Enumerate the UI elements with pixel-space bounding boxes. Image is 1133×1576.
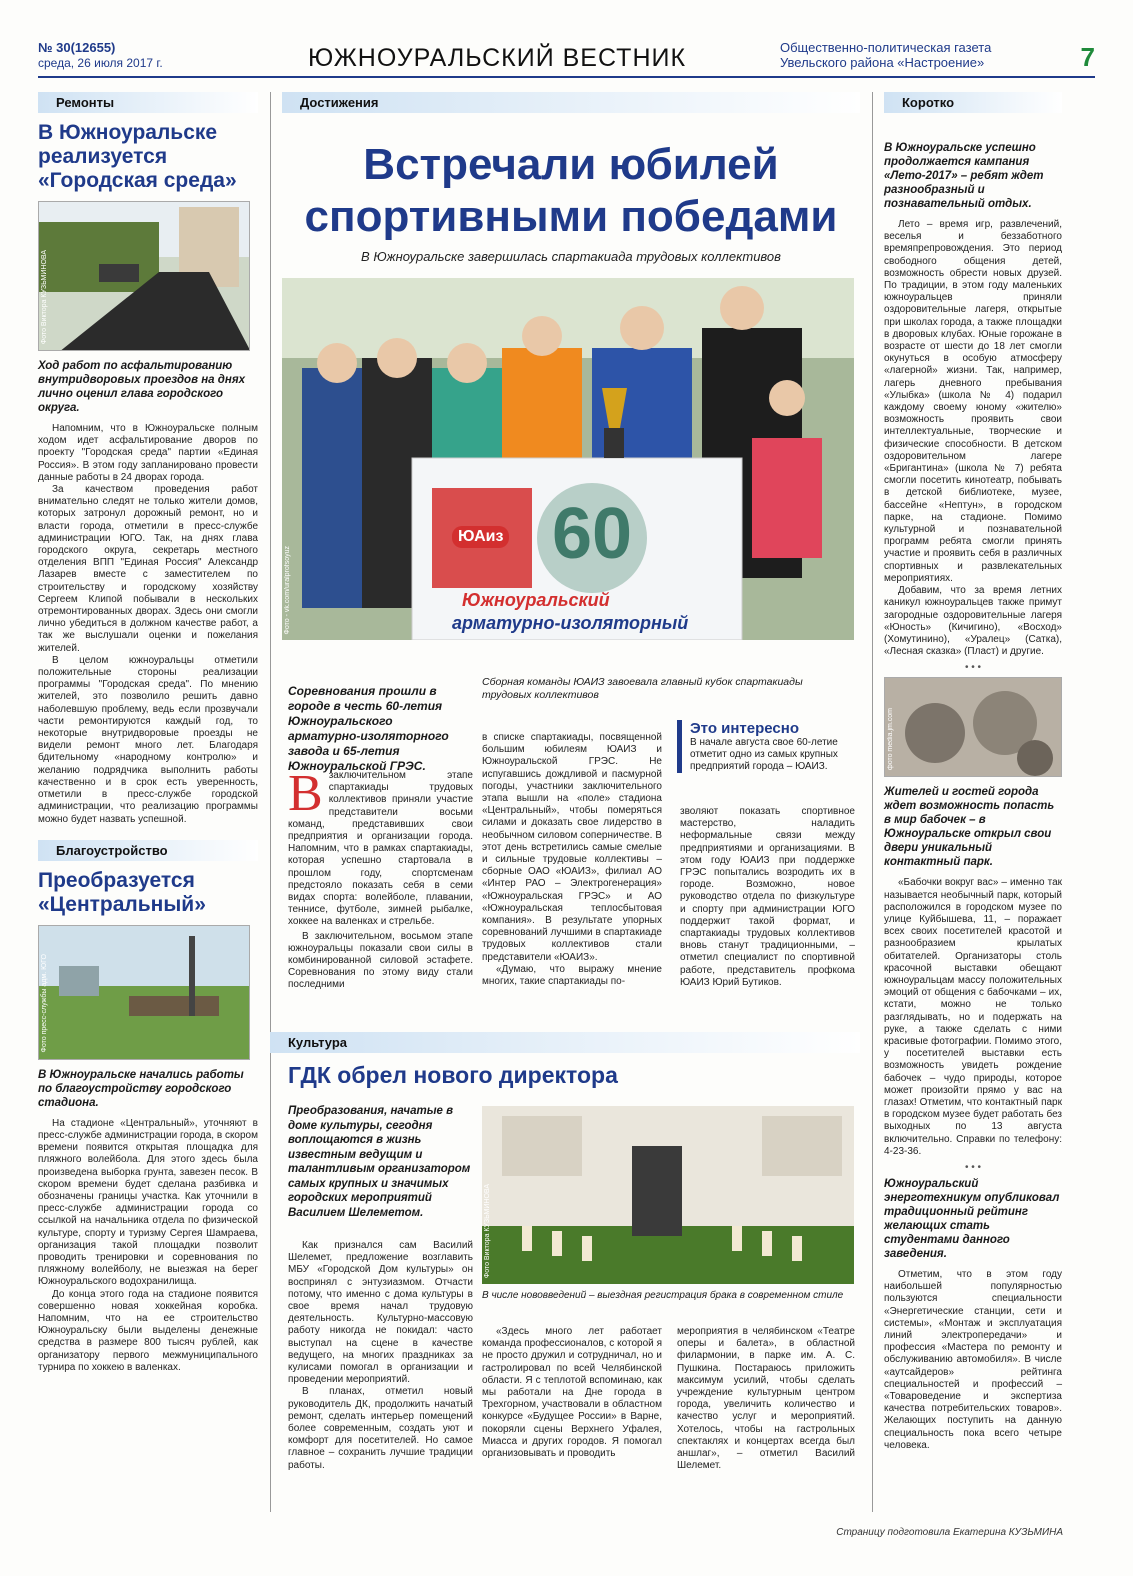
paragraph: В заключительном, восьмом этапе южноуральцы показали свои силы в комбинированной силовой эстафете. Соревнования по этому виду стали последними xyxy=(288,930,473,991)
photo-credit: фото media.jm.com xyxy=(887,708,894,771)
photo-caption: В Южноуральске начались работы по благоустройству городского стадиона. xyxy=(38,1068,244,1109)
column-divider xyxy=(270,92,271,1512)
article-body xyxy=(38,1118,258,1374)
hall-photo xyxy=(482,1106,854,1284)
paragraph: Лето – время игр, развлечений, веселья и беззаботного времяпрепровождения. Это период свободного общения детей, возможность обрести новых друзей. По традиции, в этом году маленьких южноуральцев приняли оздоровительные лагеря, открытые при школах города, а также площадки в дворовых клубах. Юные горожане в возрасте от шести до 18 лет смогли окунуться в особую атмосферу «лагерной» жизни. Так, например, лагерь дневного пребывания «Улыбка» (школа № 4) подарил каждому своему юному «жителю» возможность проявить свои интеллектуальные, творческие и физические способности. В детском оздоровительном лагере «Бригантина» (школа № 7) ребята смогли посетить кинотеатр, побывать в детской библиотеке, музее, бассейне «Нептун», в городском парке, на стадионе. Помимо культурной и познавательной программ ребята смогли принять участие и проявить себя в различных спортивных и развлекательных мероприятиях. xyxy=(884,219,1062,584)
right-column xyxy=(884,92,1062,1452)
paragraph: мероприятия в челябинском «Театре оперы и балета», в областной филармонии, в парке им. А. С. Пушкина. Постараюсь приложить максимум усилий, чтобы сделать учреждение культурным центром города, увеличить количество и качество услуг и мероприятий. Хотелось, чтобы на гастрольных спектаклях и концертах всегда был аншлаг», – отметил Василий Шелемет. xyxy=(677,1326,855,1472)
page-footer: Страницу подготовила Екатерина КУЗЬМИНА xyxy=(836,1527,1063,1538)
photo-credit: Фото пресс-службы адм. ЮГО xyxy=(41,954,48,1053)
photo-credit: Фото Виктора КУЗЬМИНОВА xyxy=(41,249,48,344)
asphalt-photo xyxy=(38,201,250,351)
brief-lead: В Южноуральске успешно продолжается кампания «Лето-2017» – ребят ждет разнообразный и познавательный отдых. xyxy=(884,142,1044,210)
paragraph: Напомним, что в Южноуральске полным ходом идет асфальтирование дворов по проекту "Городская среда" партии «Единая Россия». В этом году запланировано провести данные работы в 24 дворах города. xyxy=(38,423,258,483)
side-caption: Соревнования прошли в городе в честь 60-летия Южноуральского арматурно-изоляторного завода и 65-летия Южноуральской ГРЭС. xyxy=(288,684,449,773)
paragraph: На стадионе «Центральный», уточняют в пресс-службе администрации города, в скором времени появится открытая площадка для пляжного волейбола. Для этого здесь была произведена выборка грунта, завезен песок. В скором времени будет сделана разбивка и обозначены границы участка. Как уточнили в пресс-службе администрации города со ссылкой на начальника отдела по физической культуре, спорту и туризму Сергея Шамраева, организация такой площадки позволит проводить тренировки и соревнования по пляжному волейболу, не выезжая на берег Южноуральского водохранилища. xyxy=(38,1117,258,1288)
brief-lead: Южноуральский энерготехникум опубликовал традиционный рейтинг желающих стать студентами данного заведения. xyxy=(884,1177,1060,1260)
article-body xyxy=(677,1326,855,1472)
brief-body xyxy=(884,877,1062,1158)
team-photo-image xyxy=(282,278,854,640)
article-body xyxy=(288,765,473,992)
banner-number: 60 xyxy=(552,494,633,574)
paragraph: Добавим, что за время летних каникул южноуральцев также примут загородные оздоровительные лагеря «Юность» (Кичигино), «Восход» (Хомутинино), «Уралец» (Сатка), «Лесная сказка» (Пласт) и другие. xyxy=(884,585,1062,658)
headline-lede: В Южноуральске завершилась спартакиада трудовых коллективов xyxy=(361,249,781,264)
left-column xyxy=(38,92,258,1374)
photo-credit: Фото - vk.com/uralprofsoyuz xyxy=(284,545,291,634)
article-body xyxy=(482,1326,662,1460)
photo-caption: Ход работ по асфальтированию внутридворовых проездов на днях лично оценил глава городского округа. xyxy=(38,360,245,414)
rubric-culture: Культура xyxy=(270,1032,860,1053)
paragraph: В планах, отметил новый руководитель ДК, продолжить начатый ремонт, сделать интерьер помещений более современным, создать уют и комфорт для посетителей. Но самое главное – сохранить лучшие традиции работы. xyxy=(288,1386,473,1471)
banner-logo: ЮАиз xyxy=(452,526,509,548)
rubric-achievements: Достижения xyxy=(282,92,860,113)
fact-box xyxy=(677,720,852,773)
hall-photo-image xyxy=(482,1106,854,1284)
paragraph: До конца этого года на стадионе появится совершенно новая хоккейная коробка. Напомним, что на ее строительство Южноуральску были выделены денежные средства в размере 800 тысяч рублей, как организатору первого межмуниципального турнира по хоккею в валенках. xyxy=(38,1288,258,1373)
paper-subtitle: Общественно-политическая газета Увельского района «Настроение» xyxy=(780,40,992,70)
paragraph: «Думаю, что выражу мнение многих, такие спартакиады по- xyxy=(482,963,662,988)
page-number: 7 xyxy=(1080,42,1095,72)
banner-text-1: Южноуральский xyxy=(462,590,610,610)
brief-lead: Жителей и гостей города ждет возможность попасть в мир бабочек – в Южноуральске открыл свои двери уникальный контактный парк. xyxy=(884,786,1055,869)
team-photo xyxy=(282,278,854,640)
paper-name: ЮЖНОУРАЛЬСКИЙ ВЕСТНИК xyxy=(308,44,687,72)
main-headline: Встречали юбилей спортивными победами xyxy=(304,140,838,241)
paragraph: За качеством проведения работ внимательно следят не только жители домов, которых затронул дорожный ремонт, но и власти города, отметили в пресс-службе администрации ЮГО. Так, на днях глава городского округа, секретарь местного отделения ВПП "Единая Россия" Александр Лазарев вместе с заместителем по строительству и городскому хозяйству Сергеем Клипой побывали в нескольких отремонтированных дворах. Здесь они смогли лично убедиться в должном качестве работ, а так же выслушали оценки и пожелания жителей. xyxy=(38,484,258,654)
paragraph: в списке спартакиады, посвященной большим юбилеям ЮАИЗ и Южноуральской ГРЭС. Не испугавшись дождливой и пасмурной погоды, участники заключительного этапа вышли на «поле» стадиона «Центральный», чтобы померяться силами и доказать свое лидерство в необычном силовом соперничестве. В этот день встретились самые смелые и сильные трудовые коллективы – сборные ОАО «ЮАИЗ», филиал АО «Интер РАО – Электрогенерация» «Южноуральская ГРЭС» и АО «Южноуральская теплосбытовая компания». В результате упорных соревнований лучшими в спартакиаде трудовых коллективов стали представители «ЮАИЗ». xyxy=(482,732,662,963)
separator: • • • xyxy=(964,662,982,674)
column-divider xyxy=(872,92,873,1512)
rubric-briefly: Коротко xyxy=(884,92,1062,113)
rubric-improvement: Благоустройство xyxy=(38,840,258,861)
brief-body xyxy=(884,219,1062,658)
stadium-photo xyxy=(38,925,250,1060)
separator: • • • xyxy=(964,1161,982,1173)
article-lede: Преобразования, начатые в доме культуры, сегодня воплощаются в жизнь известным ведущим и талантливым организатором самых крупных и значимых городских мероприятий Василием Шелеметом. xyxy=(288,1105,471,1219)
banner-text-2: арматурно-изоляторный xyxy=(452,613,689,633)
fact-box-text: В начале августа свое 60-летие отметит одно из самых крупных предприятий города – ЮАИЗ. xyxy=(690,737,838,772)
issue-date: среда, 26 июля 2017 г. xyxy=(38,56,163,70)
paragraph: зволяют показать спортивное мастерство, наладить неформальные связи между предприятиями и организациями. В этом году ЮАИЗ при поддержке ГРЭС попытались возродить их в городе. Возможно, новое руководство отдела по физкультуре и спорту при администрации ЮГО поддержит такой формат, и спартакиады трудовых коллективов вновь станут традиционными, – отметил специалист по спортивной работе, представитель профкома ЮАИЗ Юрий Бутиков. xyxy=(680,806,855,988)
article-title-stadium: Преобразуется «Центральный» xyxy=(38,868,206,916)
article-body xyxy=(38,423,258,826)
asphalt-photo-image xyxy=(39,202,250,351)
paragraph: Как признался сам Василий Шелемет, предложение возглавить МБУ «Городской Дом культуры» он воспринял с энтузиазмом. Отчасти потому, что именно с дома культуры в свое время начал трудовую деятельность. Культурно-массовую работу никогда не покидал: часто выступал на сцене в качестве ведущего, на многих праздниках за кулисами помогал в организации и проведении мероприятий. xyxy=(288,1240,473,1386)
drop-cap: В xyxy=(288,765,323,822)
article-body xyxy=(680,806,855,989)
photo-caption: Сборная команды ЮАИЗ завоевала главный кубок спартакиады трудовых коллективов xyxy=(482,676,803,701)
photo-caption: В числе нововведений – выездная регистрация брака в современном стиле xyxy=(482,1290,844,1301)
butterfly-photo xyxy=(884,677,1062,777)
issue-number: № 30(12655) xyxy=(38,40,116,55)
article-body xyxy=(482,732,662,988)
rubric-repairs: Ремонты xyxy=(38,92,258,113)
fact-box-title: Это интересно xyxy=(690,720,799,737)
paragraph: Отметим, что в этом году наибольшей популярностью пользуются специальности «Энергетические станции, сети и системы», «Монтаж и эксплуатация линий электропередачи» и профессия «Мастера по ремонту и обслуживанию автомобиля». В числе «аутсайдеров» рейтинга специальностей и профессий – «Товароведение и экспертиза качества потребительских товаров». Желающих поступить на данную специальность пока всего четыре человека. xyxy=(884,1268,1062,1451)
paragraph: «Здесь много лет работает команда профессионалов, с которой я не просто дружил и сотрудничал, но и гастролировал по всей Челябинской области. Я с теплотой вспоминаю, как мы работали на Дне города в Трехгорном, участвовали в областном конкурсе «Будущее России» в Варне, покоряли сцены Верхнего Уфалея, Миасса и других городов. Я помогал организовывать и проводить xyxy=(482,1326,662,1460)
paragraph: заключительном этапе спартакиады трудовых коллективов приняли участие представители восьми команд, представивших свои предприятия и организации города. Напомним, что в рамках спартакиады, которая успешно стартовала в прошлом году, спортсменам предстояло показать себя в семи видах спорта: волейболе, плавании, теннисе, футболе, зимней рыбалке, хоккее на валенках и стрельбе. xyxy=(288,770,473,928)
paragraph: «Бабочки вокруг вас» – именно так называется необычный парк, который расположился в городском музее по улице Куйбышева, 11, – поражает всех своих посетителей красотой и разнообразием крылатых обитателей. Организаторы столь красочной выставки обещают южноуральцам массу положительных эмоций от общения с бабочками – их, кстати, можно не только разглядывать, но и подержать на руке, а также сделать с ними красивые фотографии. Помимо этого, у посетителей выставки есть возможность увидеть рождение бабочек – чудо природы, которое может произойти прямо у вас на глазах! Отметим, что контактный парк в городском музее будет работать без выходных по 13 августа включительно. Справки по телефону: 4-23-36. xyxy=(884,877,1062,1157)
photo-credit: Фото Виктора КУЗЬМИНОВА xyxy=(484,1183,491,1278)
paragraph: В целом южноуральцы отметили положительные стороны реализации программы "Городская среда". По мнению жителей, это позволило решить давно наболевшую проблему, ведь если прозвучали части ремонтируются каждый год, то некоторые внутридворовые проезды не видели ремонт много лет. Благодаря бдительному «народному контролю» и желанию подрядчика выполнить работы качественно и в срок есть уверенность, отметили в пресс-службе городской администрации, что реализацию программы можно будет назвать успешной. xyxy=(38,654,258,825)
butterfly-photo-image xyxy=(885,678,1062,777)
article-body xyxy=(288,1240,473,1472)
brief-body xyxy=(884,1269,1062,1452)
article-title-gdk: ГДК обрел нового директора xyxy=(288,1062,618,1088)
stadium-photo-image xyxy=(39,926,250,1060)
center-column xyxy=(282,92,860,1472)
masthead xyxy=(38,38,1095,78)
article-title-city-env: В Южноуральске реализуется «Городская среда» xyxy=(38,121,237,192)
